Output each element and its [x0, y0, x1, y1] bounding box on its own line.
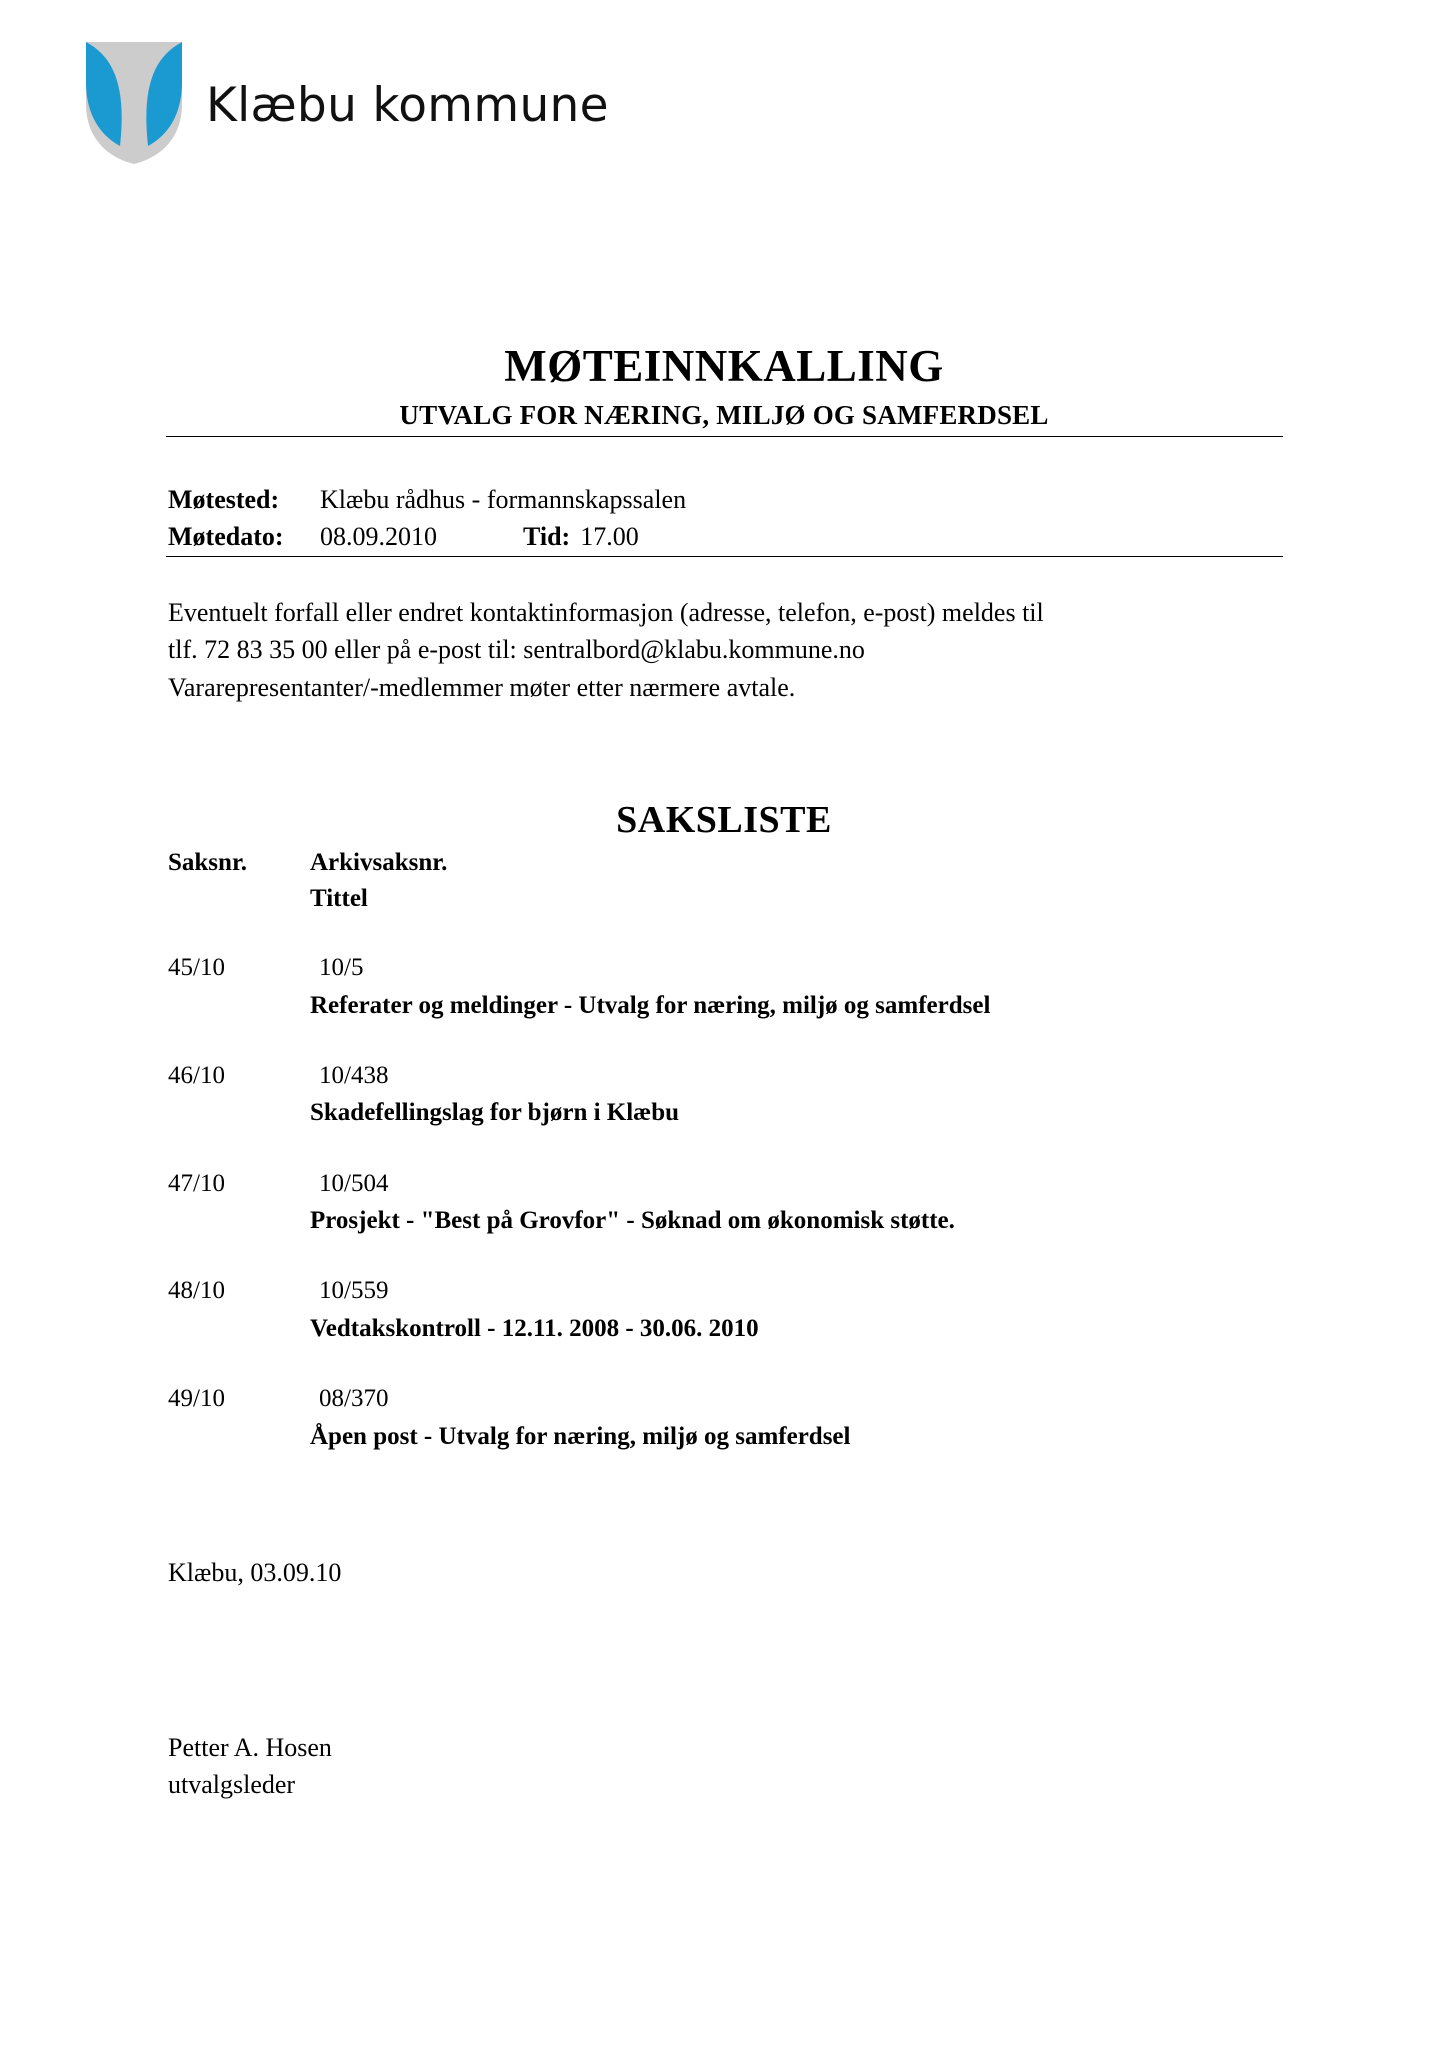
meeting-time-label: Tid: — [523, 521, 571, 551]
letterhead — [86, 42, 609, 164]
place-and-date: Klæbu, 03.09.10 — [168, 1558, 342, 1587]
table-row — [168, 1383, 1298, 1455]
contact-line-1: Eventuelt forfall eller endret kontaktinformasjon (adresse, telefon, e-post) meldes til — [168, 598, 1044, 627]
row-arkivsaksnr: 10/438 — [319, 1061, 389, 1089]
contact-paragraph — [168, 594, 1288, 706]
column-header-tittel: Tittel — [310, 884, 368, 912]
meeting-date-label: Møtedato: — [168, 521, 284, 551]
row-saksnr: 45/10 — [168, 954, 225, 981]
meeting-info — [168, 482, 686, 556]
organization-name: Klæbu kommune — [206, 77, 609, 133]
meeting-date-row — [168, 519, 686, 556]
meeting-date-value: 08.09.2010 — [320, 521, 437, 551]
meeting-place-row — [168, 482, 686, 519]
table-row — [168, 1275, 1298, 1347]
column-header-arkivsaksnr: Arkivsaksnr. — [310, 849, 448, 876]
row-arkivsaksnr: 08/370 — [319, 1385, 389, 1412]
agenda-heading: SAKSLISTE — [616, 798, 832, 841]
row-tittel: Skadefellingslag for bjørn i Klæbu — [310, 1099, 680, 1127]
row-tittel: Prosjekt - "Best på Grovfor" - Søknad om økonomisk støtte. — [310, 1207, 955, 1234]
page-subtitle: UTVALG FOR NÆRING, MILJØ OG SAMFERDSEL — [399, 400, 1049, 431]
signature-block — [168, 1730, 332, 1804]
row-saksnr: 48/10 — [168, 1277, 225, 1305]
row-arkivsaksnr: 10/559 — [319, 1277, 389, 1305]
agenda-table-header — [168, 845, 1298, 916]
meeting-place-label: Møtested: — [168, 485, 280, 514]
contact-line-2: tlf. 72 83 35 00 eller på e-post til: sentralbord@klabu.kommune.no — [168, 635, 865, 665]
meeting-place-value: Klæbu rådhus - formannskapssalen — [320, 485, 687, 514]
row-tittel: Referater og meldinger - Utvalg for næring, miljø og samferdsel — [310, 991, 991, 1019]
row-saksnr: 46/10 — [168, 1061, 225, 1089]
column-header-saksnr: Saksnr. — [168, 849, 247, 876]
divider-bottom — [166, 556, 1283, 557]
row-saksnr: 47/10 — [168, 1169, 225, 1197]
row-arkivsaksnr: 10/5 — [319, 954, 364, 981]
divider-top — [166, 436, 1283, 437]
signer-role: utvalgsleder — [168, 1769, 296, 1799]
row-tittel: Vedtakskontroll - 12.11. 2008 - 30.06. 2010 — [310, 1314, 759, 1342]
signer-name: Petter A. Hosen — [168, 1733, 332, 1762]
agenda-table — [168, 845, 1298, 1455]
klabu-shield-logo-icon — [86, 42, 182, 164]
row-saksnr: 49/10 — [168, 1385, 225, 1412]
contact-line-3: Vararepresentanter/-medlemmer møter etter nærmere avtale. — [168, 672, 796, 702]
row-tittel: Åpen post - Utvalg for næring, miljø og samferdsel — [310, 1422, 851, 1450]
table-row — [168, 1168, 1298, 1240]
table-row — [168, 952, 1298, 1024]
page-title: MØTEINNKALLING — [504, 341, 944, 392]
meeting-time-value: 17.00 — [580, 521, 639, 551]
row-arkivsaksnr: 10/504 — [319, 1169, 389, 1197]
table-row — [168, 1060, 1298, 1132]
